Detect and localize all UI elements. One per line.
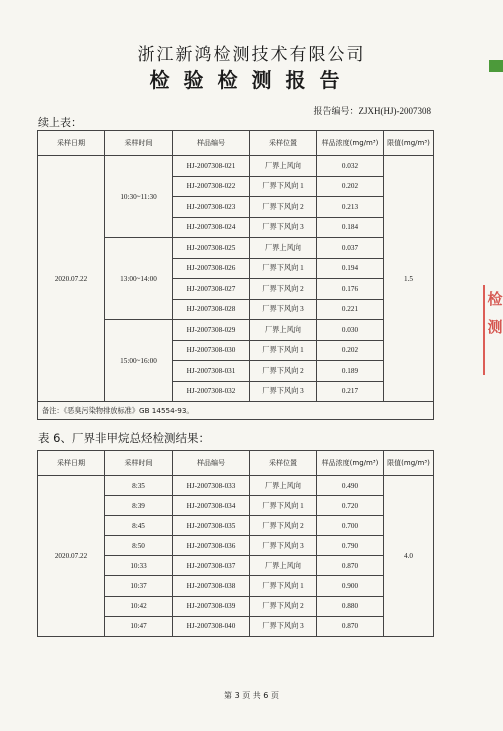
sample-position-cell: 厂界上风向: [250, 556, 317, 576]
concentration-cell: 0.213: [317, 197, 384, 218]
odor-results-table: [37, 130, 434, 420]
sample-position-cell: 厂界下风向 2: [250, 197, 317, 218]
table-header-row: [38, 131, 434, 156]
col-sample-position: 采样位置: [250, 131, 317, 156]
sample-id-cell: HJ-2007308-029: [173, 320, 250, 341]
sample-time-cell: 8:35: [105, 476, 173, 496]
sample-id-cell: HJ-2007308-031: [173, 361, 250, 382]
sample-id-cell: HJ-2007308-036: [173, 536, 250, 556]
col-sample-time: 采样时间: [105, 451, 173, 476]
sample-id-cell: HJ-2007308-027: [173, 279, 250, 300]
sample-id-cell: HJ-2007308-038: [173, 576, 250, 596]
sample-id-cell: HJ-2007308-040: [173, 616, 250, 636]
sample-id-cell: HJ-2007308-037: [173, 556, 250, 576]
sample-position-cell: 厂界上风向: [250, 320, 317, 341]
sample-position-cell: 厂界下风向 3: [250, 616, 317, 636]
sample-id-cell: HJ-2007308-022: [173, 176, 250, 197]
sample-position-cell: 厂界下风向 3: [250, 381, 317, 402]
table-row: [38, 156, 434, 177]
col-concentration: 样品浓度(mg/m³): [317, 131, 384, 156]
concentration-cell: 0.176: [317, 279, 384, 300]
col-sample-id: 样品编号: [173, 451, 250, 476]
sample-id-cell: HJ-2007308-025: [173, 238, 250, 259]
sample-id-cell: HJ-2007308-035: [173, 516, 250, 536]
sample-position-cell: 厂界下风向 2: [250, 361, 317, 382]
sample-id-cell: HJ-2007308-032: [173, 381, 250, 402]
sample-id-cell: HJ-2007308-024: [173, 217, 250, 238]
col-concentration: 样品浓度(mg/m³): [317, 451, 384, 476]
concentration-cell: 0.032: [317, 156, 384, 177]
continued-label: 续上表：: [38, 116, 82, 129]
sample-time-cell: 8:39: [105, 496, 173, 516]
concentration-cell: 0.900: [317, 576, 384, 596]
concentration-cell: 0.870: [317, 616, 384, 636]
col-sample-date: 采样日期: [38, 131, 105, 156]
sample-position-cell: 厂界下风向 3: [250, 299, 317, 320]
sample-time-cell: 10:42: [105, 596, 173, 616]
col-sample-time: 采样时间: [105, 131, 173, 156]
sample-position-cell: 厂界下风向 1: [250, 258, 317, 279]
report-title: 检验检测报告: [149, 68, 354, 92]
sample-position-cell: 厂界下风向 1: [250, 496, 317, 516]
sample-id-cell: HJ-2007308-023: [173, 197, 250, 218]
table-row: [38, 476, 434, 496]
sample-position-cell: 厂界下风向 3: [250, 536, 317, 556]
sample-id-cell: HJ-2007308-030: [173, 340, 250, 361]
sample-time-cell: 15:00~16:00: [105, 320, 173, 402]
concentration-cell: 0.217: [317, 381, 384, 402]
sample-id-cell: HJ-2007308-028: [173, 299, 250, 320]
concentration-cell: 0.037: [317, 238, 384, 259]
table-note: 备注：《恶臭污染物排放标准》GB 14554-93。: [38, 402, 434, 420]
concentration-cell: 0.194: [317, 258, 384, 279]
sample-time-cell: 8:50: [105, 536, 173, 556]
concentration-cell: 0.221: [317, 299, 384, 320]
col-sample-id: 样品编号: [173, 131, 250, 156]
sample-time-cell: 10:33: [105, 556, 173, 576]
concentration-cell: 0.880: [317, 596, 384, 616]
sample-id-cell: HJ-2007308-021: [173, 156, 250, 177]
sample-id-cell: HJ-2007308-034: [173, 496, 250, 516]
concentration-cell: 0.202: [317, 340, 384, 361]
col-sample-date: 采样日期: [38, 451, 105, 476]
col-limit: 限值(mg/m³): [384, 131, 434, 156]
sample-position-cell: 厂界下风向 3: [250, 217, 317, 238]
concentration-cell: 0.184: [317, 217, 384, 238]
concentration-cell: 0.700: [317, 516, 384, 536]
report-number: 报告编号：ZJXH(HJ)-2007308: [313, 106, 431, 116]
sample-time-cell: 10:37: [105, 576, 173, 596]
sample-position-cell: 厂界下风向 1: [250, 576, 317, 596]
sample-position-cell: 厂界上风向: [250, 476, 317, 496]
sample-time-cell: 13:00~14:00: [105, 238, 173, 320]
section-title: 表 6、厂界非甲烷总烃检测结果：: [38, 431, 210, 445]
sample-position-cell: 厂界上风向: [250, 238, 317, 259]
concentration-cell: 0.720: [317, 496, 384, 516]
concentration-cell: 0.490: [317, 476, 384, 496]
concentration-cell: 0.870: [317, 556, 384, 576]
sample-position-cell: 厂界下风向 2: [250, 516, 317, 536]
concentration-cell: 0.030: [317, 320, 384, 341]
nmhc-results-table: [37, 450, 434, 637]
sample-position-cell: 厂界下风向 2: [250, 596, 317, 616]
sample-position-cell: 厂界下风向 1: [250, 176, 317, 197]
col-limit: 限值(mg/m³): [384, 451, 434, 476]
sample-id-cell: HJ-2007308-039: [173, 596, 250, 616]
sample-time-cell: 8:45: [105, 516, 173, 536]
sample-id-cell: HJ-2007308-033: [173, 476, 250, 496]
limit-cell: 1.5: [384, 156, 434, 402]
sample-position-cell: 厂界上风向: [250, 156, 317, 177]
sample-id-cell: HJ-2007308-026: [173, 258, 250, 279]
company-name: 浙江新鸿检测技术有限公司: [137, 45, 366, 65]
concentration-cell: 0.790: [317, 536, 384, 556]
sample-position-cell: 厂界下风向 2: [250, 279, 317, 300]
limit-cell: 4.0: [384, 476, 434, 637]
concentration-cell: 0.202: [317, 176, 384, 197]
page-footer: 第 3 页 共 6 页: [224, 691, 279, 700]
col-sample-position: 采样位置: [250, 451, 317, 476]
note-row: [38, 402, 434, 420]
sample-position-cell: 厂界下风向 1: [250, 340, 317, 361]
sample-time-cell: 10:47: [105, 616, 173, 636]
official-seal: 检 测: [483, 285, 503, 375]
sample-time-cell: 10:30~11:30: [105, 156, 173, 238]
sample-date-cell: 2020.07.22: [38, 476, 105, 637]
sample-date-cell: 2020.07.22: [38, 156, 105, 402]
table-header-row: [38, 451, 434, 476]
concentration-cell: 0.189: [317, 361, 384, 382]
